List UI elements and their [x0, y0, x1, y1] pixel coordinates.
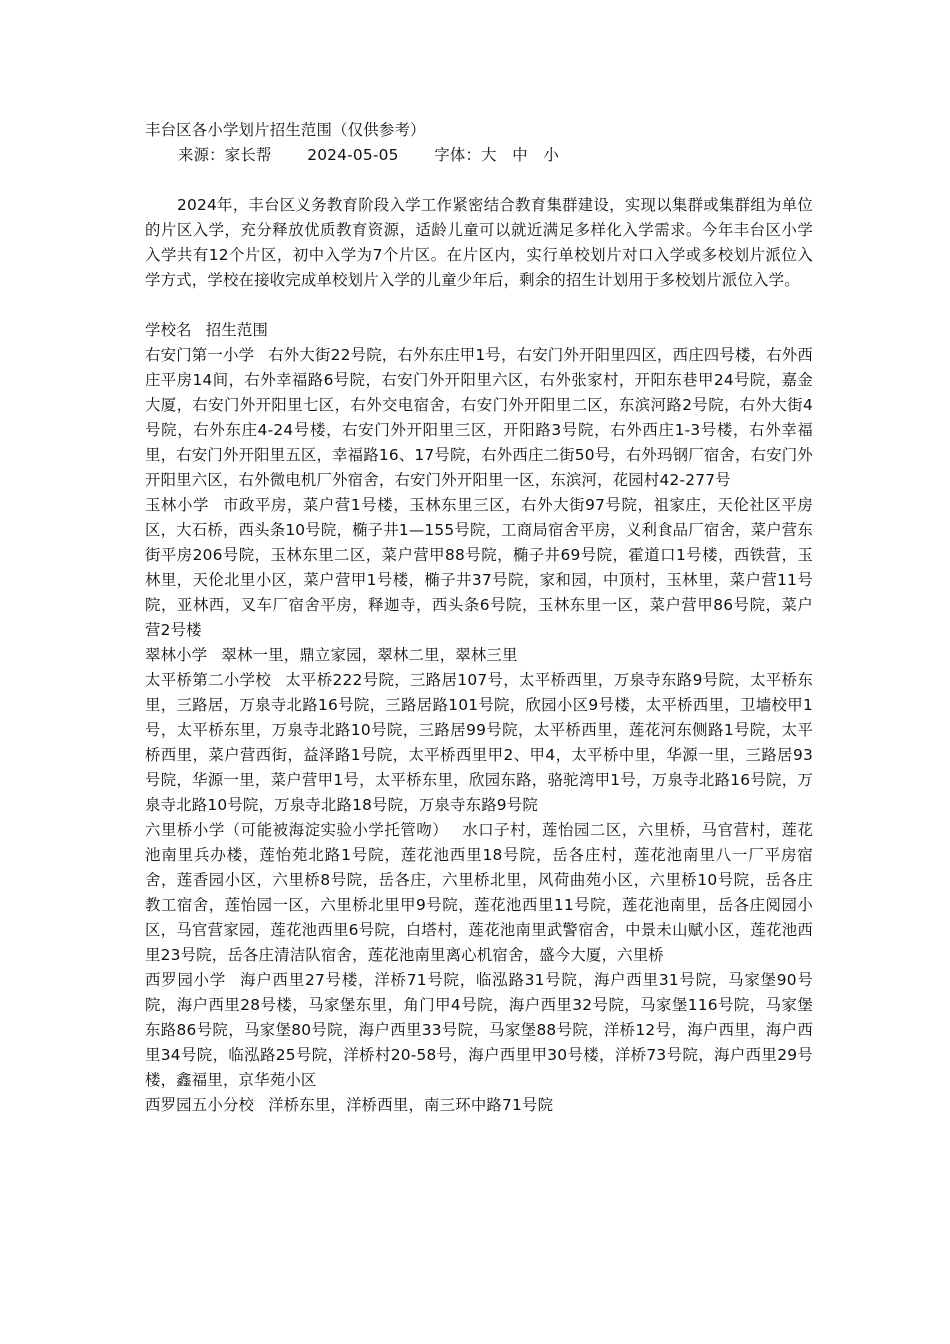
school-name: 翠林小学 — [145, 646, 208, 664]
school-range: 海户西里27号楼，洋桥71号院，临泓路31号院，海户西里31号院，马家堡90号院，海户西里28号楼，马家堡东里，角门甲4号院，海户西里32号院，马家堡116号院，马家堡东路86号院，马家堡80号院，海户西里33号院，马家堡88号院，洋桥12号，海户西里，海户西里34号院，临泓路25号院，洋桥村20-58号，海户西里甲30号楼，洋桥73号院，海户西里29号楼，鑫福里，京华苑小区 — [145, 971, 813, 1089]
school-entry — [145, 343, 813, 493]
header-school-name: 学校名 — [145, 321, 192, 339]
school-range: 洋桥东里，洋桥西里，南三环中路71号院 — [268, 1096, 554, 1114]
school-name: 西罗园小学 — [145, 971, 227, 989]
table-header — [145, 318, 813, 343]
document-body — [145, 118, 813, 1118]
article-meta — [178, 143, 813, 168]
header-enrollment-range: 招生范围 — [205, 321, 269, 339]
page-title: 丰台区各小学划片招生范围（仅供参考） — [145, 121, 426, 139]
school-range: 右外大街22号院，右外东庄甲1号，右安门外开阳里四区，西庄四号楼，右外西庄平房14间，右外幸福路6号院，右安门外开阳里六区，右外张家村，开阳东巷甲24号院，嘉金大厦，右安门外开阳里七区，右外交电宿舍，右安门外开阳里二区，东滨河路2号院，右外大街4号院，右外东庄4-24号楼，右安门外开阳里三区，开阳路3号院，右外西庄1-3号楼，右外幸福里，右安门外开阳里五区，幸福路16、17号院，右外西庄二街50号，右外玛钢厂宿舍，右安门外开阳里六区，右外微电机厂外宿舍，右安门外开阳里一区，东滨河，花园村42-277号 — [145, 346, 813, 489]
school-entry — [145, 968, 813, 1093]
school-name: 太平桥第二小学校 — [145, 671, 272, 689]
school-entry — [145, 668, 813, 818]
school-range: 市政平房，菜户营1号楼，玉林东里三区，右外大街97号院，祖家庄，天伦社区平房区，大石桥，西头条10号院，椭子井1—155号院，工商局宿舍平房，义利食品厂宿舍，菜户营东街平房206号院，玉林东里二区，菜户营甲88号院，椭子井69号院，霍道口1号楼，西铁营，玉林里，天伦北里小区，菜户营甲1号楼，椭子井37号院，家和园，中顶村，玉林里，菜户营11号院，亚林西，叉车厂宿舍平房，释迦寺，西头条6号院，玉林东里一区，菜户营甲86号院，菜户营2号楼 — [145, 496, 813, 639]
source-label: 来源：家长帮 — [178, 146, 272, 164]
school-entry — [145, 643, 813, 668]
school-range: 翠林一里，鼎立家园，翠林二里，翠林三里 — [221, 646, 518, 664]
intro-paragraph: 2024年，丰台区义务教育阶段入学工作紧密结合教育集群建设，实现以集群或集群组为单位的片区入学，充分释放优质教育资源，适龄儿童可以就近满足多样化入学需求。今年丰台区小学入学共有12个片区，初中入学为7个片区。在片区内，实行单校划片对口入学或多校划片派位入学方式，学校在接收完成单校划片入学的儿童少年后，剩余的招生计划用于多校划片派位入学。 — [145, 196, 813, 289]
school-name: 玉林小学 — [145, 496, 209, 514]
school-name: 六里桥小学（可能被海淀实验小学托管吻） — [145, 821, 449, 839]
font-size-options[interactable]: 字体：大 中 小 — [434, 146, 560, 164]
school-name: 西罗园五小分校 — [145, 1096, 255, 1114]
school-entry — [145, 1093, 813, 1118]
school-entry — [145, 818, 813, 968]
school-range: 太平桥222号院，三路居107号，太平桥西里，万泉寺东路9号院，太平桥东里，三路居，万泉寺北路16号院，三路居路101号院，欣园小区9号楼，太平桥西里，卫墙校甲1号，太平桥东里，万泉寺北路10号院，三路居99号院，太平桥西里，莲花河东侧路1号院，太平桥西里，菜户营西街，益泽路1号院，太平桥西里甲2、甲4，太平桥中里，华源一里，三路居93号院，华源一里，菜户营甲1号，太平桥东里，欣园东路，骆驼湾甲1号，万泉寺北路16号院，万泉寺北路10号院，万泉寺北路18号院，万泉寺东路9号院 — [145, 671, 813, 814]
school-entry — [145, 493, 813, 643]
school-name: 右安门第一小学 — [145, 346, 255, 364]
publish-date: 2024-05-05 — [307, 146, 399, 164]
school-range: 水口子村，莲怡园二区，六里桥，马官营村，莲花池南里兵办楼，莲怡苑北路1号院，莲花池西里18号院，岳各庄村，莲花池南里八一厂平房宿舍，莲香园小区，六里桥8号院，岳各庄，六里桥北里，风荷曲苑小区，六里桥10号院，岳各庄教工宿舍，莲怡园一区，六里桥北里甲9号院，莲花池西里11号院，莲花池南里，岳各庄阅园小区，马官营家园，莲花池西里6号院，白塔村，莲花池南里武警宿舍，中景未山赋小区，莲花池西里23号院，岳各庄清洁队宿舍，莲花池南里离心机宿舍，盛今大厦，六里桥 — [145, 821, 813, 964]
